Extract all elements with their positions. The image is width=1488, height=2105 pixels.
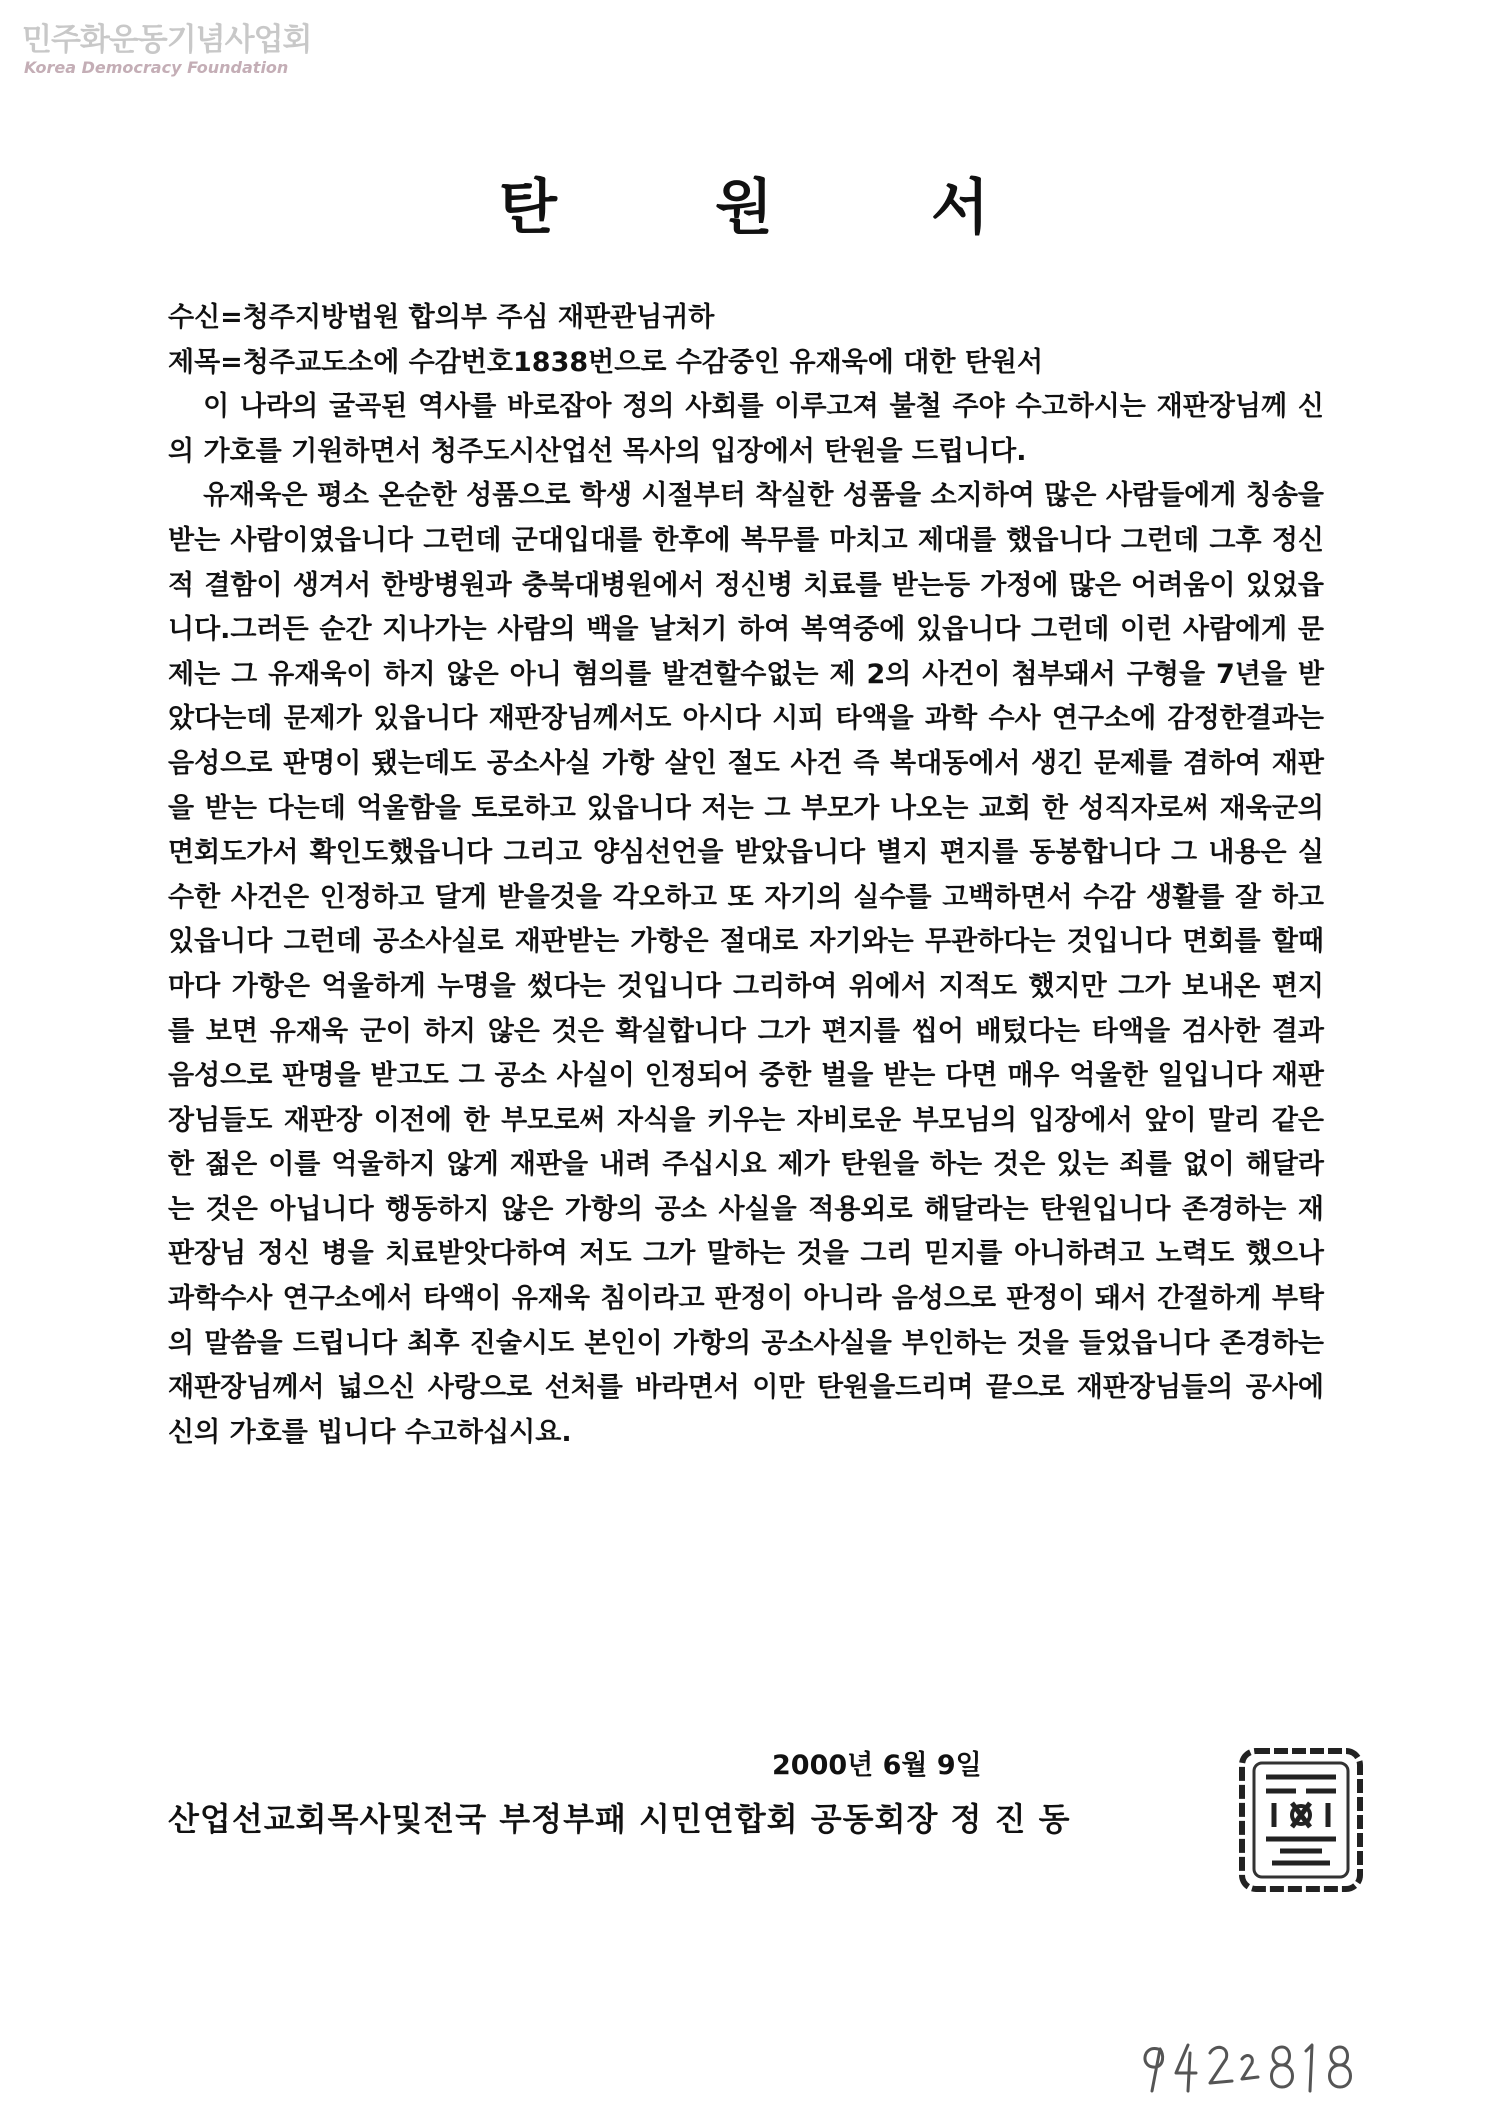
petition-paragraph-1: 이 나라의 굴곡된 역사를 바로잡아 정의 사회를 이루고져 불철 주야 수고하시는 재판장님께 신의 가호를 기원하면서 청주도시산업선 목사의 입장에서 탄원을 드립니다.	[168, 391, 1324, 467]
watermark-english: Korea Democracy Foundation	[24, 58, 289, 77]
handwritten-archive-code	[1130, 2035, 1370, 2095]
document-body	[168, 296, 1324, 1455]
foundation-watermark	[22, 22, 322, 78]
subject-line: 제목=청주교도소에 수감번호1838번으로 수감중인 유재욱에 대한 탄원서	[168, 346, 1044, 378]
recipient-line: 수신=청주지방법원 합의부 주심 재판관님귀하	[168, 302, 715, 333]
official-seal	[1236, 1745, 1366, 1895]
petition-paragraph-2: 유재욱은 평소 온순한 성품으로 학생 시절부터 착실한 성품을 소지하여 많은 사람들에게 칭송을 받는 사람이였읍니다 그런데 군대입대를 한후에 복무를 마치고 제대를 했읍니다 그런데 그후 정신적 결함이 생겨서 한방병원과 충북대병원에서 정신병 치료를 받는등 가정에 많은 어려움이 있었읍니다.그러든 순간 지나가는 사람의 백을 날처기 하여 복역중에 있읍니다 그런데 이런 사람에게 문제는 그 유재욱이 하지 않은 아니 혐의를 발견할수없는 제 2의 사건이 첨부돼서 구형을 7년을 받았다는데 문제가 있읍니다 재판장님께서도 아시다 시피 타액을 과학 수사 연구소에 감정한결과는 음성으로 판명이 됐는데도 공소사실 가항 살인 절도 사건 즉 복대동에서 생긴 문제를 겸하여 재판을 받는 다는데 억울함을 토로하고 있읍니다 저는 그 부모가 나오는 교회 한 성직자로써 재욱군의 면회도가서 확인도했읍니다 그리고 양심선언을 받았읍니다 별지 편지를 동봉합니다 그 내용은 실수한 사건은 인정하고 달게 받을것을 각오하고 또 자기의 실수를 고백하면서 수감 생활를 잘 하고 있읍니다 그런데 공소사실로 재판받는 가항은 절대로 자기와는 무관하다는 것입니다 면회를 할때마다 가항은 억울하게 누명을 썼다는 것입니다 그리하여 위에서 지적도 했지만 그가 보내온 편지를 보면 유재욱 군이 하지 않은 것은 확실합니다 그가 편지를 씹어 배텄다는 타액을 검사한 결과 음성으로 판명을 받고도 그 공소 사실이 인정되어 중한 벌을 받는 다면 매우 억울한 일입니다 재판장님들도 재판장 이전에 한 부모로써 자식을 키우는 자비로운 부모님의 입장에서 앞이 말리 같은 한 젊은 이를 억울하지 않게 재판을 내려 주십시요 제가 탄원을 하는 것은 있는 죄를 없이 해달라는 것은 아닙니다 행동하지 않은 가항의 공소 사실을 적용외로 해달라는 탄원입니다 존경하는 재판장님 정신 병을 치료받앗다하여 저도 그가 말하는 것을 그리 믿지를 아니하려고 노력도 했으나 과학수사 연구소에서 타액이 유재욱 침이라고 판정이 아니라 음성으로 판정이 돼서 간절하게 부탁의 말씀을 드립니다 최후 진술시도 본인이 가항의 공소사실을 부인하는 것을 들었읍니다 존경하는 재판장님께서 넓으신 사랑으로 선처를 바라면서 이만 탄원을드리며 끝으로 재판장님들의 공사에 신의 가호를 빕니다 수고하십시요.	[168, 480, 1324, 1448]
watermark-korean: 민주화운동기념사업회	[22, 22, 312, 58]
document-date: 2000년 6월 9일	[772, 1750, 982, 1781]
signature-line: 산업선교회목사및전국 부정부패 시민연합회 공동회장 정 진 동	[168, 1800, 1071, 1838]
document-title: 탄원서	[499, 173, 1147, 243]
